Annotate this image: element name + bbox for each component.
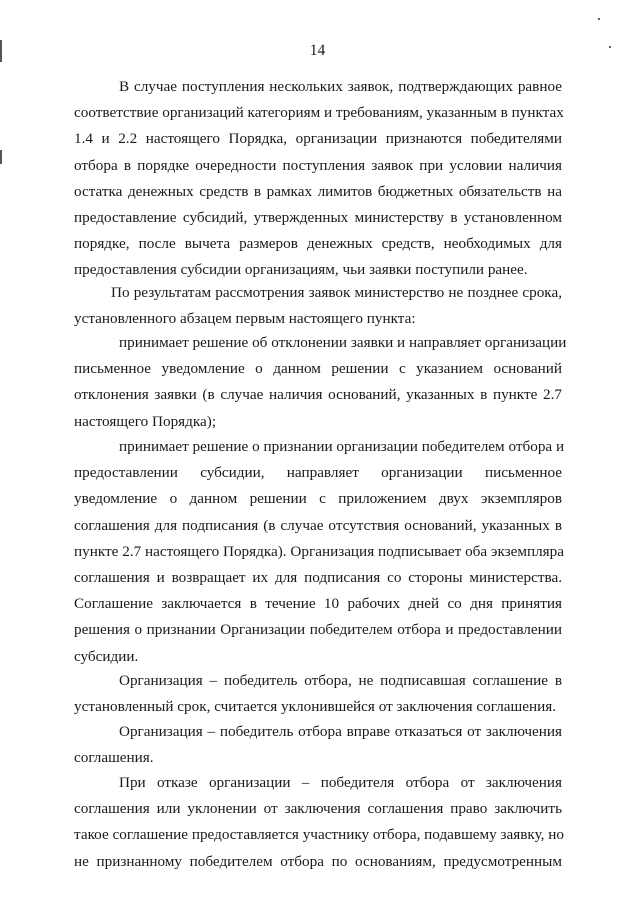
text-line: не признанному победителем отбора по основаниям, предусмотренным: [74, 852, 562, 870]
scan-dot: [598, 18, 600, 20]
text-line: 1.4 и 2.2 настоящего Порядка, организации признаются победителями: [74, 130, 562, 148]
text-line: отбора в порядке очередности поступления заявок при условии наличия: [74, 156, 562, 174]
text-line: остатка денежных средств в рамках лимитов бюджетных обязательств на: [74, 182, 562, 200]
text-line: принимает решение об отклонении заявки и направляет организации: [119, 334, 567, 351]
text-line: В случае поступления нескольких заявок, подтверждающих равное: [119, 78, 562, 95]
text-line: При отказе организации – победителя отбора от заключения: [119, 774, 562, 791]
text-line: предоставлении субсидии, направляет организации письменное: [74, 464, 562, 482]
paragraph: [74, 434, 565, 670]
paragraph: [74, 770, 562, 875]
text-line: соглашения.: [74, 749, 154, 767]
text-line: соглашения и возвращает их для подписания со стороны министерства.: [74, 569, 562, 587]
text-line: пункте 2.7 настоящего Порядка). Организация подписывает оба экземпляра: [74, 542, 565, 560]
text-line: соответствие организаций категориям и требованиям, указанным в пунктах: [74, 104, 564, 122]
text-line: письменное уведомление о данном решении с указанием оснований: [74, 360, 562, 378]
scan-edge-mark: [0, 150, 2, 164]
paragraph: [74, 74, 562, 284]
text-line: принимает решение о признании организации победителем отбора и: [119, 438, 565, 455]
paragraph: [74, 280, 562, 332]
text-line: уведомление о данном решении с приложением двух экземпляров: [74, 490, 562, 508]
text-line: соглашения для подписания (в случае отсутствия оснований, указанных в: [74, 516, 562, 534]
text-line: Соглашение заключается в течение 10 рабочих дней со дня принятия: [74, 595, 562, 613]
text-line: предоставление субсидий, утвержденных министерству в установленном: [74, 209, 562, 227]
text-line: предоставления субсидии организациям, чьи заявки поступили ранее.: [74, 261, 528, 279]
paragraph: [74, 668, 562, 720]
text-line: такое соглашение предоставляется участнику отбора, подавшему заявку, но: [74, 826, 564, 844]
paragraph: [74, 719, 562, 771]
text-line: установленного абзацем первым настоящего пункта:: [74, 310, 416, 328]
text-line: установленный срок, считается уклонившейся от заключения соглашения.: [74, 698, 557, 716]
text-line: настоящего Порядка);: [74, 412, 217, 430]
text-line: Организация – победитель отбора, не подписавшая соглашение в: [119, 672, 562, 689]
text-line: решения о признании Организации победителем отбора и предоставлении: [74, 621, 562, 639]
page-number: 14: [309, 42, 326, 59]
text-line: По результатам рассмотрения заявок министерство не позднее срока,: [111, 284, 562, 301]
paragraph: [74, 330, 567, 435]
text-line: отклонения заявки (в случае наличия оснований, указанных в пункте 2.7: [74, 386, 562, 404]
text-line: соглашения или уклонении от заключения соглашения право заключить: [74, 800, 562, 818]
text-line: Организация – победитель отбора вправе отказаться от заключения: [119, 723, 562, 740]
text-line: субсидии.: [74, 647, 139, 665]
text-line: порядке, после вычета размеров денежных средств, необходимых для: [74, 235, 562, 253]
